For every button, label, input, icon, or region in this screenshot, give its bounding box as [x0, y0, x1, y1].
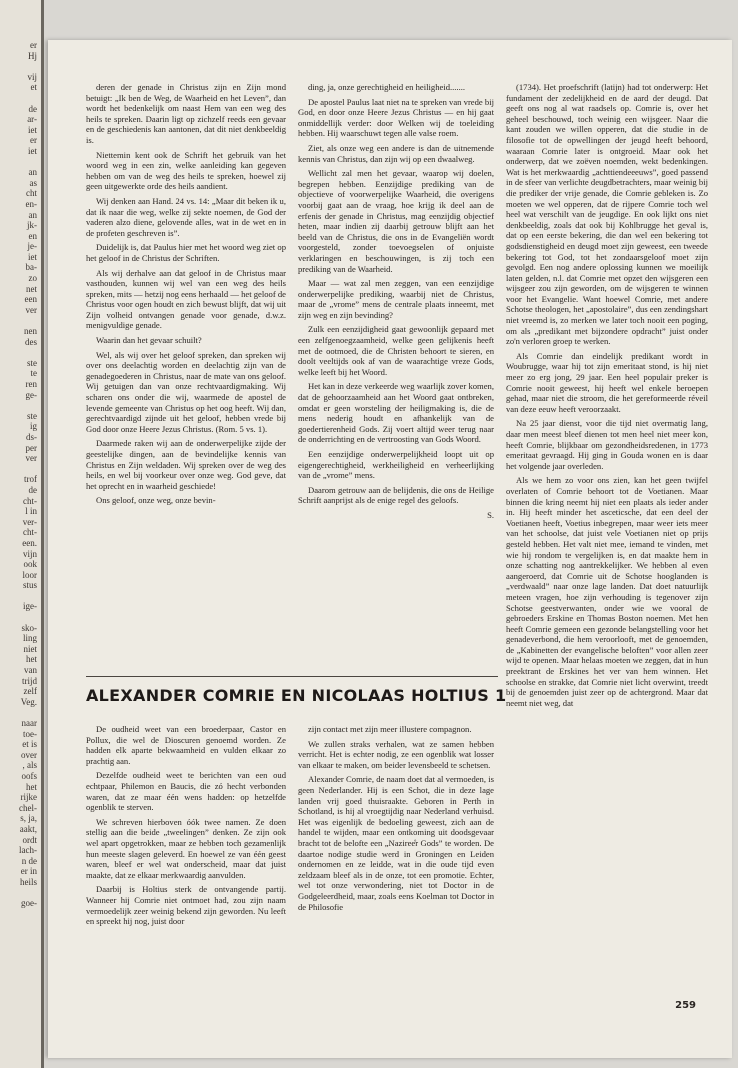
fragment-line: s, ja, [20, 813, 37, 824]
fragment-line [0, 157, 37, 168]
fragment-line: cht- [23, 527, 37, 538]
fragment-line: trof [24, 474, 37, 485]
paragraph: Daarmede raken wij aan de onderwerpelijke zijde der geestelijke dingen, aan de bevindelijke kennis van Christus en Zijn weldaden. Wij spreken over de weg des heils, en wel bij voorkeur over onze weg. God geve, dat het oprecht en in waarheid geschiede! [86, 438, 286, 491]
fragment-line: sko- [21, 622, 37, 633]
fragment-line: iet [28, 124, 37, 135]
fragment-line [0, 591, 37, 602]
fragment-line: ds- [26, 431, 37, 442]
fragment-line: het [26, 781, 37, 792]
fragment-line: des [25, 336, 37, 347]
fragment-line: goe- [21, 898, 37, 909]
fragment-line: de [28, 103, 37, 114]
fragment-line: iet [28, 251, 37, 262]
paragraph: Na 25 jaar dienst, voor die tijd niet overmatig lang, daar men meest bleef dienen tot men heel niet meer kon, heeft Comrie, blijkbaar om gezondheidsredenen, in 1773 emeritaat gevraagd. Hij ging in Gouda wonen en is daar het volgende jaar overleden. [506, 418, 708, 471]
paragraph: Het kan in deze verkeerde weg waarlijk zover komen, dat de gehoorzaamheid aan het Woord gaat ontbreken, omdat er geen worsteling der heiligmaking is, die de mens nederig houdt en afhankelijk van de goedertierenheid Gods. Zij voert altijd weer terug naar de onderrichting en de vertroosting van Gods Woord. [298, 381, 494, 445]
fragment-line: er [30, 135, 37, 146]
fragment-line: ste [27, 357, 37, 368]
fragment-line: trijd [22, 675, 37, 686]
fragment-line: oofs [21, 770, 37, 781]
fragment-line: n de [21, 855, 37, 866]
paragraph: Niettemin kent ook de Schrift het gebruik van het woord weg in een zin, welke aanleiding kan gegeven hebben om van de weg des heils te spreken, hoewel zij geen uitgewerkte orde des heils aandient. [86, 149, 286, 192]
fragment-line [0, 464, 37, 475]
page-number: 259 [675, 1000, 696, 1011]
fragment-line: ste [27, 410, 37, 421]
fragment-line: toe- [23, 728, 37, 739]
fragment-line: het [26, 654, 37, 665]
fragment-line: ige- [23, 601, 37, 612]
fragment-line: niet [23, 643, 37, 654]
paragraph: Waarin dan het gevaar schuilt? [96, 335, 202, 346]
fragment-line: de [28, 484, 37, 495]
paragraph: De oudheid weet van een broederpaar, Castor en Pollux, die wel de Dioscuren genoemd worden. Ze hadden elk aparte bekwaamheid en vulden elkaar zo prachtig aan. [86, 724, 286, 766]
paragraph: Als Comrie dan eindelijk predikant wordt in Woubrugge, waar hij tot zijn emeritaat stond, is hij niet meer zo erg jong, 29 jaar. Een heel populair preker is Comrie nooit geweest, hij heeft wel enkele beroepen gehad, maar niet die stroom, die het gereformeerde réveil van deze eeuw heeft veroorzaakt. [506, 350, 708, 414]
paragraph: Zulk een eenzijdigheid gaat gewoonlijk gepaard met een zelfgenoegzaamheid, welke geen gelijkenis heeft met de ootmoed, die de Christen behoort te sieren, en doolt veeltijds ook af van de waarachtige vreze Gods, welke leeft bij het Woord. [298, 324, 494, 377]
fragment-line: cht [26, 188, 37, 199]
paragraph: S. [487, 509, 494, 520]
article-headline: ALEXANDER COMRIE EN NICOLAAS HOLTIUS 1 [86, 686, 507, 705]
fragment-line: ba- [25, 262, 37, 273]
fragment-line: een. [22, 537, 37, 548]
fragment-line: as [29, 177, 37, 188]
fragment-line: ar- [27, 114, 37, 125]
fragment-line [0, 347, 37, 358]
fragment-line [0, 888, 37, 899]
column-1 [86, 82, 286, 510]
fragment-line: chel- [19, 802, 37, 813]
fragment-line: nen [24, 326, 37, 337]
paragraph: Als we hem zo voor ons zien, kan het geen twijfel overlaten of Comrie behoort tot de Voetianen. Maar binnen die kring neemt hij niet een plaats als ieder ander in. Hij heeft minder het asceticsche, dat een deel der Voetianen heeft, Voetius inbegrepen, maar weer iets meer van het schoolse, dat juist vele Voetianen niet op prijs gesteld hebben. Het valt niet mee, iemand te vinden, met wie hij rondom te vergelijken is, en dat maakte hem in onze schatting nog aantrekkelijker. We hebben al even aangeroerd, dat Comrie uit de Schotse hooglanden is „verdwaald” naar onze lage landen. Dat doet natuurlijk meteen vragen, hoe zijn verhouding is tegenover zijn Schotse geestverwanten, onder wie we vooral de gebroeders Erskine en Thomas Boston noemen. Met hen heeft Comrie gemeen een gezonde belangstelling voor het genadeverbond, die hem veroorlooft, met de genoemden, de „Kabinetten der evangelische beloften” voor allen zeer wijd te openen. Maar helaas moeten we zeggen, dat in hun preektrant de Erskines het ver van hem winnen. Het schoolse en strakke, dat Comrie niet licht overwint, treedt bij de genoemden juist zeer op de achtergrond. Maar dat neemt niet weg, dat [506, 475, 708, 708]
fragment-line: ver [25, 453, 37, 464]
fragment-line: iet [28, 145, 37, 156]
fragment-line: ver- [22, 516, 37, 527]
fragment-line: ren [25, 379, 37, 389]
column-4 [86, 724, 286, 931]
paragraph: deren der genade in Christus zijn en Zijn mond betuigt: „Ik ben de Weg, de Waarheid en het Leven”, dan wordt het bedenkelijk om naast Hem van een weg des heils te spreken. Daarin ligt op zichzelf reeds een gevaar en de geschiedenis kan aantonen, dat dit niet denkbeeldig is. [86, 82, 286, 145]
fragment-line: je- [27, 241, 37, 252]
fragment-line: et [30, 82, 37, 93]
paragraph: Wij denken aan Hand. 24 vs. 14: „Maar dit beken ik u, dat ik naar die weg, welke zij sekte noemen, de God der vaderen alzo diene, gelovende alles, wat in de wet en in de profeten geschreven is”. [86, 195, 286, 238]
fragment-line [0, 61, 37, 72]
paragraph: Maar — wat zal men zeggen, van een eenzijdige onderwerpelijke prediking, waarbij niet de Christus, maar de „vrome” mens de centrale plaats inneemt, met zijn weg en zijn bevinding? [298, 278, 494, 320]
fragment-line: ling [22, 633, 37, 644]
fragment-line: et is [22, 739, 37, 750]
paragraph: Alexander Comrie, de naam doet dat al vermoeden, is geen Nederlander. Hij is een Schot, die in deze lage landen vrij goed thuisraakte. Geboren in Perth in Schotland, is hij al vroegtijdig naar Nederland verhuisd. Het was eigenlijk de bedoeling geweest, zich aan de handel te wijden, maar een ontkoming uit doodsgevaar bracht tot de belofte een „Naziree̊r Gods” te worden. De daartoe nodige studie werd in Groningen en Leiden ondernomen en ze leidde, wat in die oude tijd even zeldzaam bleef als in de onze, tot een promotie. Echter, wel tot onze verwondering, niet tot Doctor in de Godgeleerdheid, maar, zoals eens Koelman tot Doctor in de Philosofie [298, 774, 494, 912]
fragment-line: heils [20, 876, 37, 887]
column-2 [298, 82, 494, 525]
fragment-line: an [28, 209, 37, 220]
paragraph: Dezelfde oudheid weet te berichten van een oud echtpaar, Philemon en Baucis, die zó hecht verbonden waren, dat ze maar één wens hadden: op hetzelfde ogenblik te sterven. [86, 770, 286, 813]
paragraph: Daarbij is Holtius sterk de ontvangende partij. Wanneer hij Comrie niet ontmoet had, zou zijn naam vermoedelijk zeer weinig bekend zijn geworden. Nu leeft en spreekt hij nog, juist door [86, 884, 286, 927]
fragment-line: vijn [22, 548, 37, 559]
fragment-line: ge- [25, 389, 37, 400]
fragment-line: een [24, 294, 37, 305]
fragment-line: net [26, 283, 37, 294]
fragment-line [0, 707, 37, 718]
fragment-line: naar [21, 718, 37, 728]
headline-rule [86, 676, 498, 677]
fragment-line: , als [22, 760, 37, 771]
fragment-line: van [24, 665, 37, 676]
paragraph: (1734). Het proefschrift (latijn) had tot onderwerp: Het fundament der zedelijkheid en de aard der deugd. Dat geeft ons nog al wat raadsels op. Comrie is, over het geheel beschouwd, toch weinig een wijsgeer. Naar die kant zouden we willen opperen, dat die studie in de filosofie tot de opwellingen der jeugd heeft behoord, waaraan Comrie later is ontgroeid. Maar ook het onderwerp, dat we zoëven noemden, wekt bedenkingen. Wat is het merkwaardig „achttiendeeeuws”, goed passend in de sfeer van verlichte deugdbetrachters, maar weinig bij die prediker der vrije genade, die Comrie gebleken is. Zo moeten we wel opperen, dat de rijpere Comrie toch wel heel wat verschilt van de jeugdige. En ook lijkt ons niet denkbeeldig, zoals dat ook bij Kohlbrugge het geval is, dat op een eerste bekering, die dan wel een bekering tot godsdienstigheid en deugd moet zijn geweest, een tweede bekering tot God, tot het zondaarsgeloof moet zijn gevolgd. Een nog andere oplossing kunnen we moeilijk laten gelden, n.l. dat Comrie met opzet den wijsgeren een wijsgeer zou zijn geworden, om de wijsgeren te winnen voor het Evangelie. Want hoewel Comrie, met andere Schotse theologen, het „apostolaire”, dus een zendingshart niet vreemd is, zo merken we later toch nooit een poging, om als „predikant met bijzondere opdracht” juist onder zo'n verloren groep te werken. [506, 82, 708, 347]
fragment-line: cht- [23, 495, 37, 506]
paragraph: Duidelijk is, dat Paulus hier met het woord weg ziet op het geloof in de Christus der Schriften. [86, 242, 286, 263]
paragraph: We zullen straks verhalen, wat ze samen hebben verricht. Het is echter nodig, ze een ogenblik wat losser van elkaar te maken, om beider levensbeeld te schetsen. [298, 738, 494, 770]
page [48, 40, 732, 1058]
paragraph: Daarom getrouw aan de belijdenis, die ons de Heilige Schrift aanprijst als de enige regel des geloofs. [298, 484, 494, 506]
fragment-line: en- [25, 198, 37, 209]
binding-margin [0, 0, 44, 1068]
fragment-line: loor [22, 569, 37, 580]
fragment-line: zo [28, 273, 37, 284]
fragment-line: l in [25, 506, 37, 517]
fragment-line: en [28, 230, 37, 241]
fragment-line: rijke [20, 792, 37, 803]
paragraph: ding, ja, onze gerechtigheid en heiligheid....... [308, 82, 466, 92]
fragment-line: ook [23, 559, 37, 570]
fragment-line: te [30, 368, 37, 379]
fragment-line: zelf [23, 686, 37, 697]
paragraph: We schreven hierboven óók twee namen. Ze doen stellig aan die beide „tweelingen” denken. Ze zijn ook wel apart opgetrokken, maar ze hebben toch gezamenlijk hun meeste slagen geleverd. En hoewel ze van één geest waren, bleef er wel wat onderscheid, maar dat juist maakte, dat ze elkaar merkwaardig aanvulden. [86, 816, 286, 880]
fragment-line: ig [29, 421, 37, 432]
column-3 [506, 82, 708, 712]
fragment-line [0, 400, 37, 411]
fragment-line: er in [20, 866, 37, 877]
fragment-line: Veg. [20, 696, 37, 707]
column-5 [298, 724, 494, 916]
fragment-line: er [30, 40, 37, 50]
paragraph: Als wij derhalve aan dat geloof in de Christus maar vasthouden, kunnen wij wel van een weg des heils spreken, mits — hetzij nog eens herhaald — het geloof de Christus voor ogen houdt en zich bewust blijft, dat wij uit Zijn volheid ontvangen genade voor genade, d.w.z. menigvuldige genade. [86, 267, 286, 331]
paragraph: De apostel Paulus laat niet na te spreken van vrede bij God, en door onze Heere Jezus Christus — en hij gaat onmiddellijk verder: door Welken wij de toeleiding hebben. Hij waarschuwt tegen alle valse roem. [298, 96, 494, 139]
fragment-line [0, 315, 37, 326]
fragment-line: lach- [19, 845, 37, 856]
fragment-line: ver [25, 304, 37, 315]
fragment-line: Hj [28, 50, 37, 61]
fragment-line [0, 612, 37, 623]
paragraph: Ziet, als onze weg een andere is dan de uitnemende kennis van Christus, dan zijn wij op een dwaalweg. [298, 142, 494, 164]
paragraph: Wel, als wij over het geloof spreken, dan spreken wij over ons deelachtig worden en deelachtig zijn van de genadegoederen in Christus, naar de mate van ons geloof. Wij getuigen dan van onze rechtvaardigmaking. Wij scharen ons onder die wij, waarmede de apostel de levende gemeente van Christus op het oog heeft. Wij dan, gerechtvaardigd zijnde uit het geloof, hebben vrede bij God door onze Heere Jezus Christus. (Rom. 5 vs. 1). [86, 349, 286, 434]
paragraph: Ons geloof, onze weg, onze bevin- [96, 495, 216, 506]
fragment-line: per [25, 442, 37, 453]
fragment-line: over [21, 749, 37, 760]
fragment-line: jk- [27, 220, 37, 231]
paragraph: Een eenzijdige onderwerpelijkheid loopt uit op eigengerechtigheid, werkheiligheid en verheerlijking van de „vrome” mens. [298, 449, 494, 481]
fragment-line: an [28, 167, 37, 178]
fragment-line: stus [22, 580, 37, 591]
adjacent-page-fragments [0, 0, 41, 909]
fragment-line: aakt, [19, 823, 37, 834]
fragment-line: ordt [22, 834, 37, 845]
paragraph: zijn contact met zijn meer illustere compagnon. [308, 724, 472, 734]
fragment-line [0, 93, 37, 104]
paragraph: Wellicht zal men het gevaar, waarop wij doelen, begrepen hebben. Eenzijdige prediking van de objectieve of voorwerpelijke Waarheid, die overigens voorbij gaat aan de vraag, hoe krijg ik deel aan de erfenis der genade in Christus, mag eenzijdig objectief heten, maar indien zij daarbij getrouw blijft aan het beeld van de Christus, die ons in de Evangeliën wordt voorgesteld, zonder toevoegselen of onjuiste verklaringen en beschouwingen, is zij toch een prediking van de Waarheid. [298, 168, 494, 274]
fragment-line: vij [27, 71, 37, 82]
